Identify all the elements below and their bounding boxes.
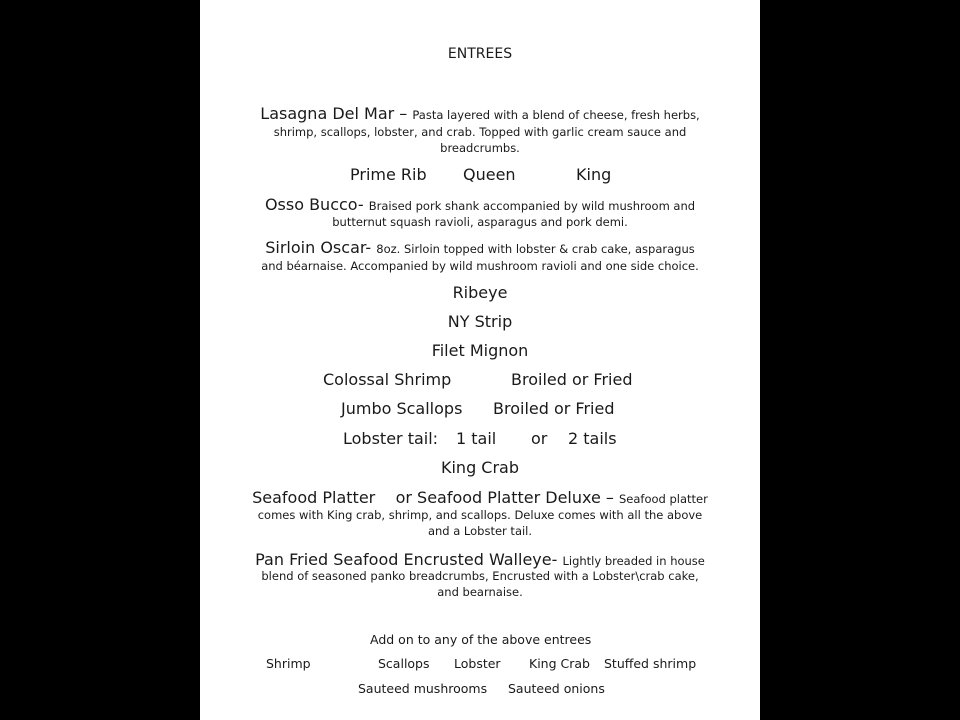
- lobster-tail-name: Lobster tail:: [343, 429, 439, 448]
- king-crab: King Crab: [440, 458, 520, 477]
- prime-rib-size-king: King: [576, 165, 612, 184]
- seafood-platter-deluxe-name: or Seafood Platter Deluxe –: [395, 488, 614, 507]
- walleye-desc-2: blend of seasoned panko breadcrumbs, Encrusted with a Lobster\crab cake,: [261, 569, 699, 583]
- steak-ribeye: Ribeye: [452, 283, 508, 302]
- lasagna-desc-1: Pasta layered with a blend of cheese, fresh herbs,: [412, 108, 700, 122]
- steak-ny-strip: NY Strip: [447, 312, 513, 331]
- addon-sauteed-mushrooms: Sauteed mushrooms: [358, 681, 488, 696]
- lasagna-desc-2: shrimp, scallops, lobster, and crab. Topped with garlic cream sauce and: [273, 125, 687, 139]
- lasagna-line: Lasagna Del Mar – Pasta layered with a blend of cheese, fresh herbs,: [260, 104, 700, 123]
- addon-stuffed-shrimp: Stuffed shrimp: [604, 656, 697, 671]
- lobster-tail-option-2: 2 tails: [568, 429, 617, 448]
- lasagna-desc-3: breadcrumbs.: [440, 141, 520, 155]
- addons-heading: Add on to any of the above entrees: [370, 632, 592, 647]
- lasagna-name: Lasagna Del Mar: [260, 104, 395, 123]
- lobster-tail-or: or: [531, 429, 548, 448]
- seafood-platter-desc-3: and a Lobster tail.: [427, 524, 533, 538]
- osso-bucco-name: Osso Bucco-: [264, 195, 364, 214]
- jumbo-scallops-option: Broiled or Fried: [493, 399, 615, 418]
- sirloin-oscar-name: Sirloin Oscar-: [265, 238, 372, 257]
- walleye-desc-1: Lightly breaded in house: [562, 554, 705, 568]
- sirloin-oscar-desc-1: 8oz. Sirloin topped with lobster & crab cake, asparagus: [376, 242, 695, 256]
- sirloin-oscar-desc-2: and béarnaise. Accompanied by wild mushroom ravioli and one side choice.: [261, 259, 699, 273]
- addon-lobster: Lobster: [454, 656, 501, 671]
- jumbo-scallops-name: Jumbo Scallops: [341, 399, 463, 418]
- prime-rib-name: Prime Rib: [350, 165, 427, 184]
- addon-scallops: Scallops: [378, 656, 430, 671]
- walleye-desc-3: and bearnaise.: [437, 585, 523, 599]
- osso-bucco-desc-2: butternut squash ravioli, asparagus and pork demi.: [332, 215, 628, 229]
- seafood-platter-name: Seafood Platter: [252, 488, 376, 507]
- walleye-name: Pan Fried Seafood Encrusted Walleye-: [255, 550, 558, 569]
- seafood-platter-desc-2: comes with King crab, shrimp, and scallops. Deluxe comes with all the above: [257, 508, 703, 522]
- seafood-platter-line: [200, 488, 760, 507]
- addon-sauteed-onions: Sauteed onions: [508, 681, 605, 696]
- steak-filet-mignon: Filet Mignon: [431, 341, 529, 360]
- sirloin-oscar-line: [200, 238, 760, 257]
- lobster-tail-option-1: 1 tail: [456, 429, 497, 448]
- menu-page: [200, 0, 760, 720]
- page-title: ENTREES: [447, 46, 513, 62]
- colossal-shrimp-name: Colossal Shrimp: [323, 370, 452, 389]
- osso-bucco-line: [200, 195, 760, 214]
- colossal-shrimp-option: Broiled or Fried: [511, 370, 633, 389]
- addon-shrimp: Shrimp: [266, 656, 311, 671]
- osso-bucco-desc-1: Braised pork shank accompanied by wild mushroom and: [368, 199, 696, 213]
- seafood-platter-desc-1: Seafood platter: [619, 492, 708, 506]
- walleye-line: [200, 550, 760, 569]
- prime-rib-size-queen: Queen: [463, 165, 516, 184]
- addon-king-crab: King Crab: [529, 656, 590, 671]
